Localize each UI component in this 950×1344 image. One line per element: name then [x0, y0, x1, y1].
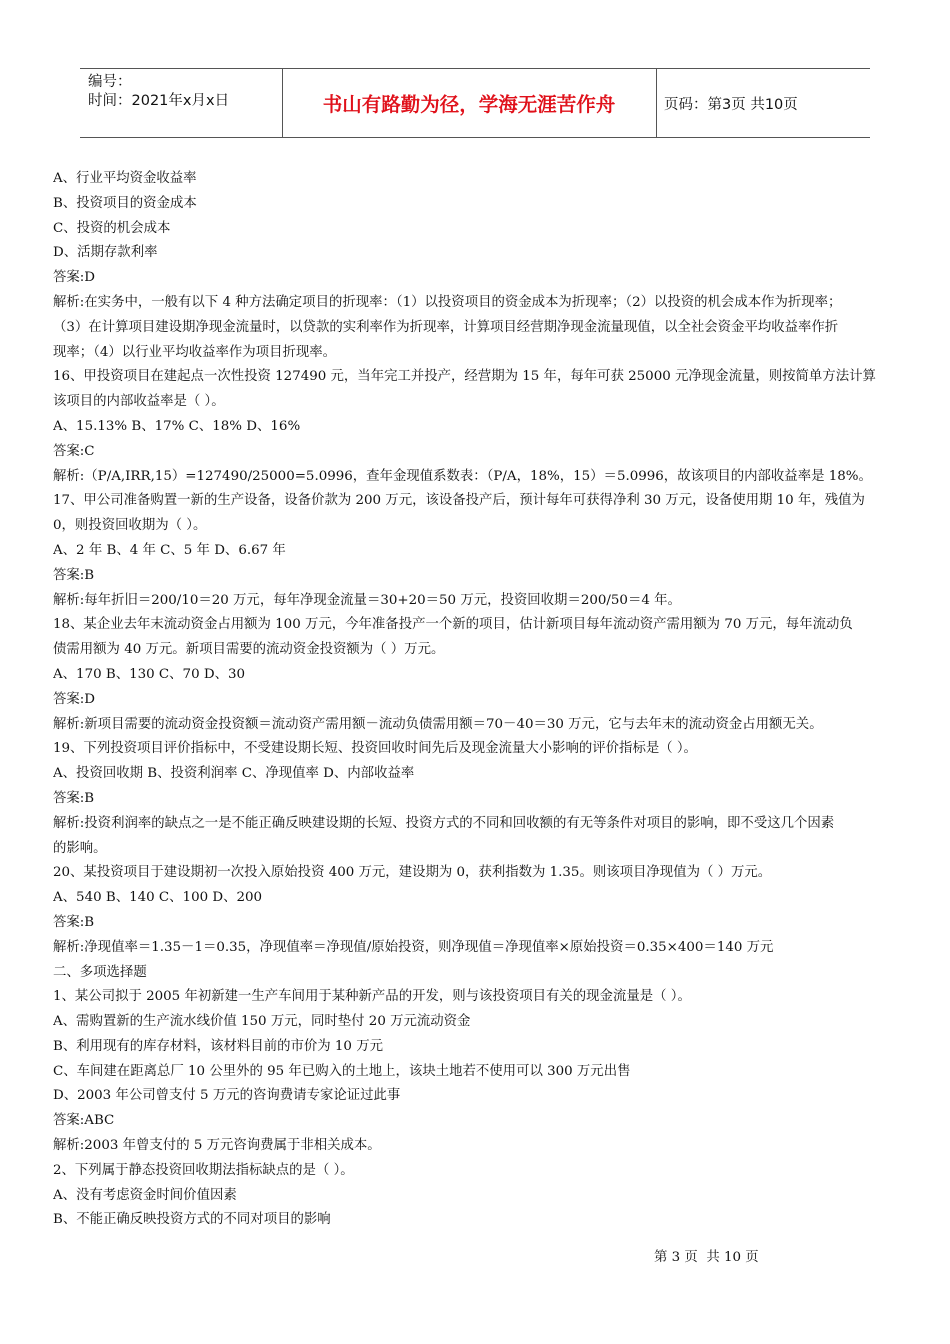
- text-line: 0，则投资回收期为（ ）。: [53, 518, 207, 534]
- text-line: 18、某企业去年末流动资金占用额为 100 万元，今年准备投产一个新的项目，估计新项目每年流动资产需用额为 70 万元，每年流动负: [53, 617, 853, 633]
- text-line: 答案:C: [53, 443, 95, 459]
- text-line: 解析:在实务中，一般有以下 4 种方法确定项目的折现率：（1）以投资项目的资金成本为折现率；（2）以投资的机会成本作为折现率；: [53, 294, 842, 310]
- page-footer: 第 3 页 共 10 页: [654, 1250, 759, 1265]
- document-time-label: 时间：2021年x月x日: [88, 93, 230, 109]
- text-line: 二、多项选择题: [53, 964, 147, 980]
- document-body: [53, 167, 903, 1233]
- text-line: 解析:投资利润率的缺点之一是不能正确反映建设期的长短、投资方式的不同和回收额的有无等条件对项目的影响，即不受这几个因素: [53, 815, 835, 831]
- text-line: 20、某投资项目于建设期初一次投入原始投资 400 万元，建设期为 0，获利指数为 1.35。则该项目净现值为（ ）万元。: [53, 865, 772, 881]
- text-line: 答案:B: [53, 567, 95, 583]
- text-line: 1、某公司拟于 2005 年初新建一生产车间用于某种新产品的开发，则与该投资项目有关的现金流量是（ ）。: [53, 989, 691, 1005]
- text-line: A、没有考虑资金时间价值因素: [53, 1187, 237, 1203]
- text-line: C、投资的机会成本: [53, 220, 171, 236]
- text-line: 现率；（4）以行业平均收益率作为项目折现率。: [53, 344, 337, 360]
- text-line: 19、下列投资项目评价指标中，不受建设期长短、投资回收时间先后及现金流量大小影响的评价指标是（ ）。: [53, 741, 697, 757]
- text-line: 债需用额为 40 万元。新项目需要的流动资金投资额为（ ）万元。: [53, 642, 445, 658]
- text-line: A、15.13% B、17% C、18% D、16%: [53, 418, 301, 434]
- page-header: [80, 68, 870, 138]
- header-motto: 书山有路勤为径，学海无涯苦作舟: [322, 93, 616, 116]
- text-line: 解析:2003 年曾支付的 5 万元咨询费属于非相关成本。: [53, 1138, 381, 1154]
- text-line: A、投资回收期 B、投资利润率 C、净现值率 D、内部收益率: [53, 766, 415, 782]
- text-line: A、540 B、140 C、100 D、200: [53, 890, 263, 906]
- header-divider: [656, 69, 657, 137]
- text-line: 该项目的内部收益率是（ ）。: [53, 394, 225, 410]
- text-line: （3）在计算项目建设期净现金流量时，以贷款的实利率作为折现率，计算项目经营期净现金流量现值，以全社会资金平均收益率作折: [53, 319, 839, 335]
- document-number-label: 编号：: [88, 74, 132, 90]
- text-line: C、车间建在距离总厂 10 公里外的 95 年已购入的土地上，该块土地若不使用可以 300 万元出售: [53, 1063, 631, 1079]
- text-line: 解析:新项目需要的流动资金投资额＝流动资产需用额－流动负债需用额＝70－40＝30 万元，它与去年末的流动资金占用额无关。: [53, 716, 823, 732]
- text-line: A、行业平均资金收益率: [53, 171, 197, 186]
- text-line: A、需购置新的生产流水线价值 150 万元，同时垫付 20 万元流动资金: [53, 1014, 471, 1030]
- header-info: [88, 73, 278, 111]
- text-line: B、投资项目的资金成本: [53, 195, 197, 211]
- text-line: B、利用现有的库存材料，该材料目前的市价为 10 万元: [53, 1038, 383, 1054]
- text-line: 答案:B: [53, 914, 95, 930]
- text-line: 16、甲投资项目在建起点一次性投资 127490 元，当年完工并投产，经营期为 15 年，每年可获 25000 元净现金流量，则按简单方法计算: [53, 369, 876, 385]
- text-line: D、活期存款利率: [53, 245, 158, 261]
- text-line: 解析:净现值率＝1.35－1＝0.35，净现值率＝净现值/原始投资，则净现值＝净现值率×原始投资＝0.35×400＝140 万元: [53, 939, 774, 955]
- text-line: 解析:每年折旧＝200/10＝20 万元，每年净现金流量＝30+20＝50 万元，投资回收期＝200/50＝4 年。: [53, 592, 681, 608]
- text-line: D、2003 年公司曾支付 5 万元的咨询费请专家论证过此事: [53, 1088, 401, 1104]
- text-line: A、2 年 B、4 年 C、5 年 D、6.67 年: [53, 542, 286, 558]
- text-line: B、不能正确反映投资方式的不同对项目的影响: [53, 1212, 331, 1228]
- header-page-number: 页码：第3页 共10页: [664, 96, 798, 113]
- text-line: 答案:D: [53, 691, 96, 707]
- text-line: 解析:（P/A,IRR,15）=127490/25000=5.0996，查年金现值系数表：（P/A，18%，15）＝5.0996，故该项目的内部收益率是 18%。: [53, 468, 872, 484]
- text-line: A、170 B、130 C、70 D、30: [53, 666, 246, 682]
- text-line: 的影响。: [53, 840, 107, 856]
- text-line: 17、甲公司准备购置一新的生产设备，设备价款为 200 万元，该设备投产后，预计每年可获得净利 30 万元，设备使用期 10 年，残值为: [53, 493, 865, 509]
- text-line: 答案:ABC: [53, 1113, 115, 1129]
- text-line: 2、下列属于静态投资回收期法指标缺点的是（ ）。: [53, 1162, 354, 1178]
- text-line: 答案:B: [53, 790, 95, 806]
- text-line: 答案:D: [53, 270, 96, 286]
